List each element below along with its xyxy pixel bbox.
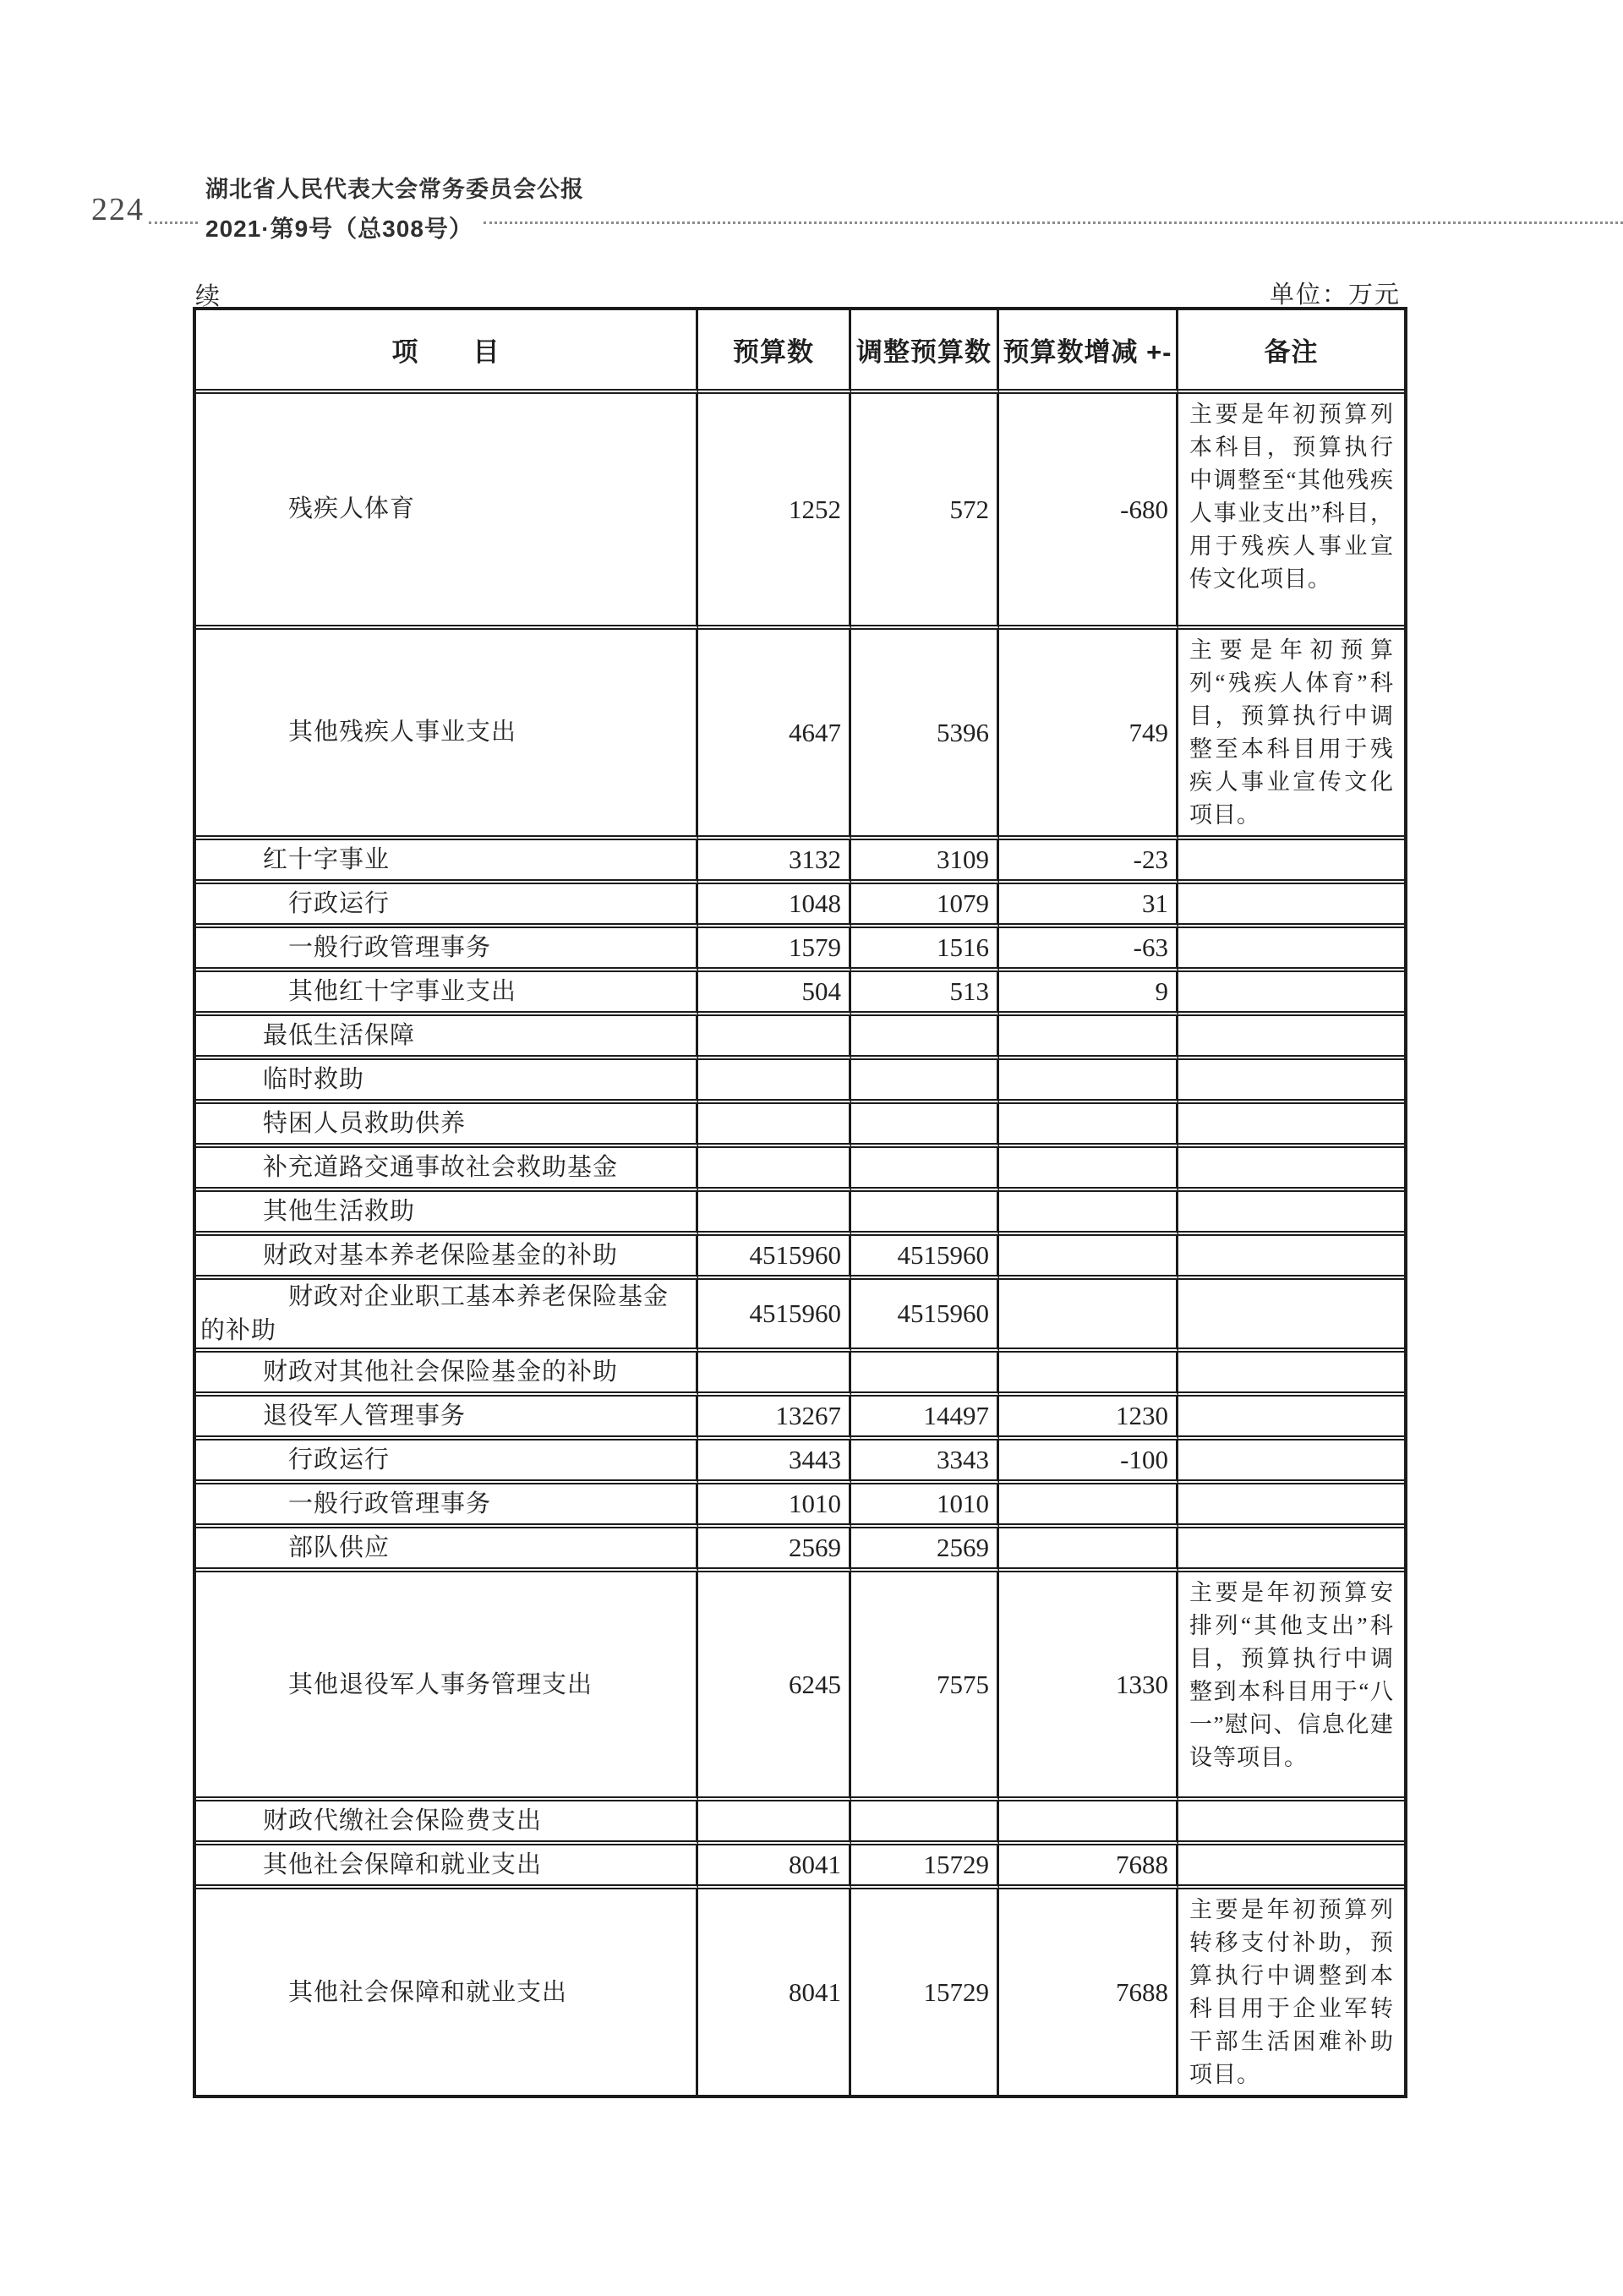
budget-change-cell: -680 bbox=[999, 394, 1178, 630]
item-cell: 部队供应 bbox=[196, 1528, 698, 1572]
remark-cell bbox=[1178, 1280, 1404, 1353]
adjusted-budget-cell: 2569 bbox=[851, 1528, 999, 1572]
item-cell: 财政对企业职工基本养老保险基金的补助 bbox=[196, 1280, 698, 1353]
budget-cell bbox=[698, 1192, 851, 1236]
table-row bbox=[196, 1484, 1404, 1528]
budget-change-cell: 7688 bbox=[999, 1889, 1178, 2095]
table-row bbox=[196, 1528, 1404, 1572]
item-cell: 其他社会保障和就业支出 bbox=[196, 1889, 698, 2095]
budget-cell: 13267 bbox=[698, 1397, 851, 1440]
table-row bbox=[196, 1236, 1404, 1280]
budget-cell: 3132 bbox=[698, 840, 851, 884]
adjusted-budget-cell: 4515960 bbox=[851, 1236, 999, 1280]
budget-change-cell bbox=[999, 1016, 1178, 1060]
item-cell: 一般行政管理事务 bbox=[196, 1484, 698, 1528]
budget-cell: 504 bbox=[698, 972, 851, 1016]
remark-cell bbox=[1178, 884, 1404, 928]
item-cell: 财政对其他社会保险基金的补助 bbox=[196, 1353, 698, 1397]
remark-cell bbox=[1178, 1397, 1404, 1440]
publication-title: 湖北省人民代表大会常务委员会公报 bbox=[205, 177, 584, 202]
table-row bbox=[196, 1192, 1404, 1236]
remark-cell bbox=[1178, 1801, 1404, 1845]
remark-cell bbox=[1178, 1528, 1404, 1572]
item-cell: 其他红十字事业支出 bbox=[196, 972, 698, 1016]
remark-cell bbox=[1178, 1440, 1404, 1484]
adjusted-budget-cell bbox=[851, 1192, 999, 1236]
budget-cell bbox=[698, 1801, 851, 1845]
table-row bbox=[196, 1440, 1404, 1484]
budget-change-cell bbox=[999, 1484, 1178, 1528]
budget-cell bbox=[698, 1148, 851, 1192]
adjusted-budget-cell bbox=[851, 1801, 999, 1845]
remark-cell bbox=[1178, 1236, 1404, 1280]
budget-cell: 8041 bbox=[698, 1889, 851, 2095]
item-cell: 退役军人管理事务 bbox=[196, 1397, 698, 1440]
table-row bbox=[196, 1572, 1404, 1801]
remark-cell bbox=[1178, 972, 1404, 1016]
table-row bbox=[196, 1889, 1404, 2095]
item-cell: 行政运行 bbox=[196, 884, 698, 928]
remark-cell bbox=[1178, 1148, 1404, 1192]
remark-cell: 主要是年初预算列“残疾人体育”科目，预算执行中调整至本科目用于残疾人事业宣传文化项目。 bbox=[1178, 630, 1404, 840]
publication-issue-line: 2021·第9号（总308号） bbox=[205, 216, 473, 242]
budget-change-cell bbox=[999, 1280, 1178, 1353]
budget-change-cell: 7688 bbox=[999, 1845, 1178, 1889]
table-row bbox=[196, 840, 1404, 884]
budget-cell: 1010 bbox=[698, 1484, 851, 1528]
budget-change-cell bbox=[999, 1148, 1178, 1192]
budget-change-cell: -23 bbox=[999, 840, 1178, 884]
remark-cell bbox=[1178, 1192, 1404, 1236]
table-row bbox=[196, 884, 1404, 928]
item-cell: 临时救助 bbox=[196, 1060, 698, 1104]
adjusted-budget-cell: 513 bbox=[851, 972, 999, 1016]
budget-cell: 2569 bbox=[698, 1528, 851, 1572]
adjusted-budget-cell: 1079 bbox=[851, 884, 999, 928]
item-cell: 一般行政管理事务 bbox=[196, 928, 698, 972]
adjusted-budget-cell bbox=[851, 1148, 999, 1192]
adjusted-budget-cell bbox=[851, 1353, 999, 1397]
budget-cell: 8041 bbox=[698, 1845, 851, 1889]
publication-header bbox=[205, 171, 584, 244]
continued-label: 续 bbox=[195, 283, 221, 310]
budget-cell: 3443 bbox=[698, 1440, 851, 1484]
budget-change-cell: 31 bbox=[999, 884, 1178, 928]
budget-cell: 4515960 bbox=[698, 1280, 851, 1353]
budget-cell: 1579 bbox=[698, 928, 851, 972]
budget-cell: 6245 bbox=[698, 1572, 851, 1801]
adjusted-budget-cell: 15729 bbox=[851, 1845, 999, 1889]
table-row bbox=[196, 394, 1404, 630]
item-cell: 红十字事业 bbox=[196, 840, 698, 884]
remark-cell bbox=[1178, 840, 1404, 884]
budget-change-cell bbox=[999, 1236, 1178, 1280]
adjusted-budget-cell: 1516 bbox=[851, 928, 999, 972]
table-row bbox=[196, 1353, 1404, 1397]
budget-change-cell bbox=[999, 1192, 1178, 1236]
col-header-remarks: 备注 bbox=[1178, 310, 1404, 394]
table-row bbox=[196, 972, 1404, 1016]
remark-cell bbox=[1178, 1060, 1404, 1104]
adjusted-budget-cell bbox=[851, 1104, 999, 1148]
remark-cell bbox=[1178, 1016, 1404, 1060]
adjusted-budget-cell: 5396 bbox=[851, 630, 999, 840]
adjusted-budget-cell: 3343 bbox=[851, 1440, 999, 1484]
adjusted-budget-cell bbox=[851, 1016, 999, 1060]
budget-change-cell: 749 bbox=[999, 630, 1178, 840]
adjusted-budget-cell bbox=[851, 1060, 999, 1104]
budget-change-cell: 9 bbox=[999, 972, 1178, 1016]
table-row bbox=[196, 1845, 1404, 1889]
col-header-item: 项 目 bbox=[196, 310, 698, 394]
budget-change-cell: 1330 bbox=[999, 1572, 1178, 1801]
table-row bbox=[196, 1148, 1404, 1192]
budget-cell bbox=[698, 1060, 851, 1104]
remark-cell bbox=[1178, 1104, 1404, 1148]
adjusted-budget-cell: 3109 bbox=[851, 840, 999, 884]
item-cell: 其他退役军人事务管理支出 bbox=[196, 1572, 698, 1801]
remark-cell bbox=[1178, 1845, 1404, 1889]
table-row bbox=[196, 928, 1404, 972]
adjusted-budget-cell: 1010 bbox=[851, 1484, 999, 1528]
budget-cell bbox=[698, 1104, 851, 1148]
table-row bbox=[196, 1016, 1404, 1060]
adjusted-budget-cell: 4515960 bbox=[851, 1280, 999, 1353]
table-row bbox=[196, 1397, 1404, 1440]
budget-change-cell bbox=[999, 1060, 1178, 1104]
budget-change-cell bbox=[999, 1801, 1178, 1845]
item-cell: 其他社会保障和就业支出 bbox=[196, 1845, 698, 1889]
budget-change-cell bbox=[999, 1528, 1178, 1572]
item-cell: 财政对基本养老保险基金的补助 bbox=[196, 1236, 698, 1280]
budget-change-cell bbox=[999, 1353, 1178, 1397]
adjusted-budget-cell: 7575 bbox=[851, 1572, 999, 1801]
budget-cell: 1048 bbox=[698, 884, 851, 928]
remark-cell: 主要是年初预算安排列“其他支出”科目，预算执行中调整到本科目用于“八一”慰问、信息化建设等项目。 bbox=[1178, 1572, 1404, 1801]
table-row bbox=[196, 1060, 1404, 1104]
budget-change-cell: -63 bbox=[999, 928, 1178, 972]
table-row bbox=[196, 1280, 1404, 1353]
item-cell: 残疾人体育 bbox=[196, 394, 698, 630]
item-cell: 行政运行 bbox=[196, 1440, 698, 1484]
remark-cell bbox=[1178, 1353, 1404, 1397]
item-cell: 其他生活救助 bbox=[196, 1192, 698, 1236]
budget-cell: 4515960 bbox=[698, 1236, 851, 1280]
remark-cell: 主要是年初预算列本科目，预算执行中调整至“其他残疾人事业支出”科目，用于残疾人事业宣传文化项目。 bbox=[1178, 394, 1404, 630]
budget-cell bbox=[698, 1016, 851, 1060]
budget-cell: 4647 bbox=[698, 630, 851, 840]
col-header-budget-change: 预算数增减 +- bbox=[999, 310, 1178, 394]
header-dotted-rule-left bbox=[149, 221, 198, 224]
adjusted-budget-cell: 15729 bbox=[851, 1889, 999, 2095]
item-cell: 最低生活保障 bbox=[196, 1016, 698, 1060]
item-cell: 特困人员救助供养 bbox=[196, 1104, 698, 1148]
remark-cell bbox=[1178, 1484, 1404, 1528]
header-dotted-rule-right bbox=[484, 221, 1623, 224]
item-cell: 补充道路交通事故社会救助基金 bbox=[196, 1148, 698, 1192]
table-row bbox=[196, 630, 1404, 840]
unit-label: 单位：万元 bbox=[1269, 282, 1401, 309]
remark-cell bbox=[1178, 928, 1404, 972]
table-row bbox=[196, 1104, 1404, 1148]
col-header-budget: 预算数 bbox=[698, 310, 851, 394]
budget-change-cell bbox=[999, 1104, 1178, 1148]
budget-change-cell: 1230 bbox=[999, 1397, 1178, 1440]
page-number: 224 bbox=[91, 192, 145, 227]
table-row bbox=[196, 1801, 1404, 1845]
budget-cell: 1252 bbox=[698, 394, 851, 630]
item-cell: 其他残疾人事业支出 bbox=[196, 630, 698, 840]
table-header-row bbox=[196, 310, 1404, 394]
item-cell: 财政代缴社会保险费支出 bbox=[196, 1801, 698, 1845]
col-header-adjusted-budget: 调整预算数 bbox=[851, 310, 999, 394]
budget-change-cell: -100 bbox=[999, 1440, 1178, 1484]
budget-cell bbox=[698, 1353, 851, 1397]
remark-cell: 主要是年初预算列转移支付补助，预算执行中调整到本科目用于企业军转干部生活困难补助项目。 bbox=[1189, 1897, 1394, 2088]
budget-table bbox=[193, 307, 1407, 2098]
adjusted-budget-cell: 14497 bbox=[851, 1397, 999, 1440]
adjusted-budget-cell: 572 bbox=[851, 394, 999, 630]
